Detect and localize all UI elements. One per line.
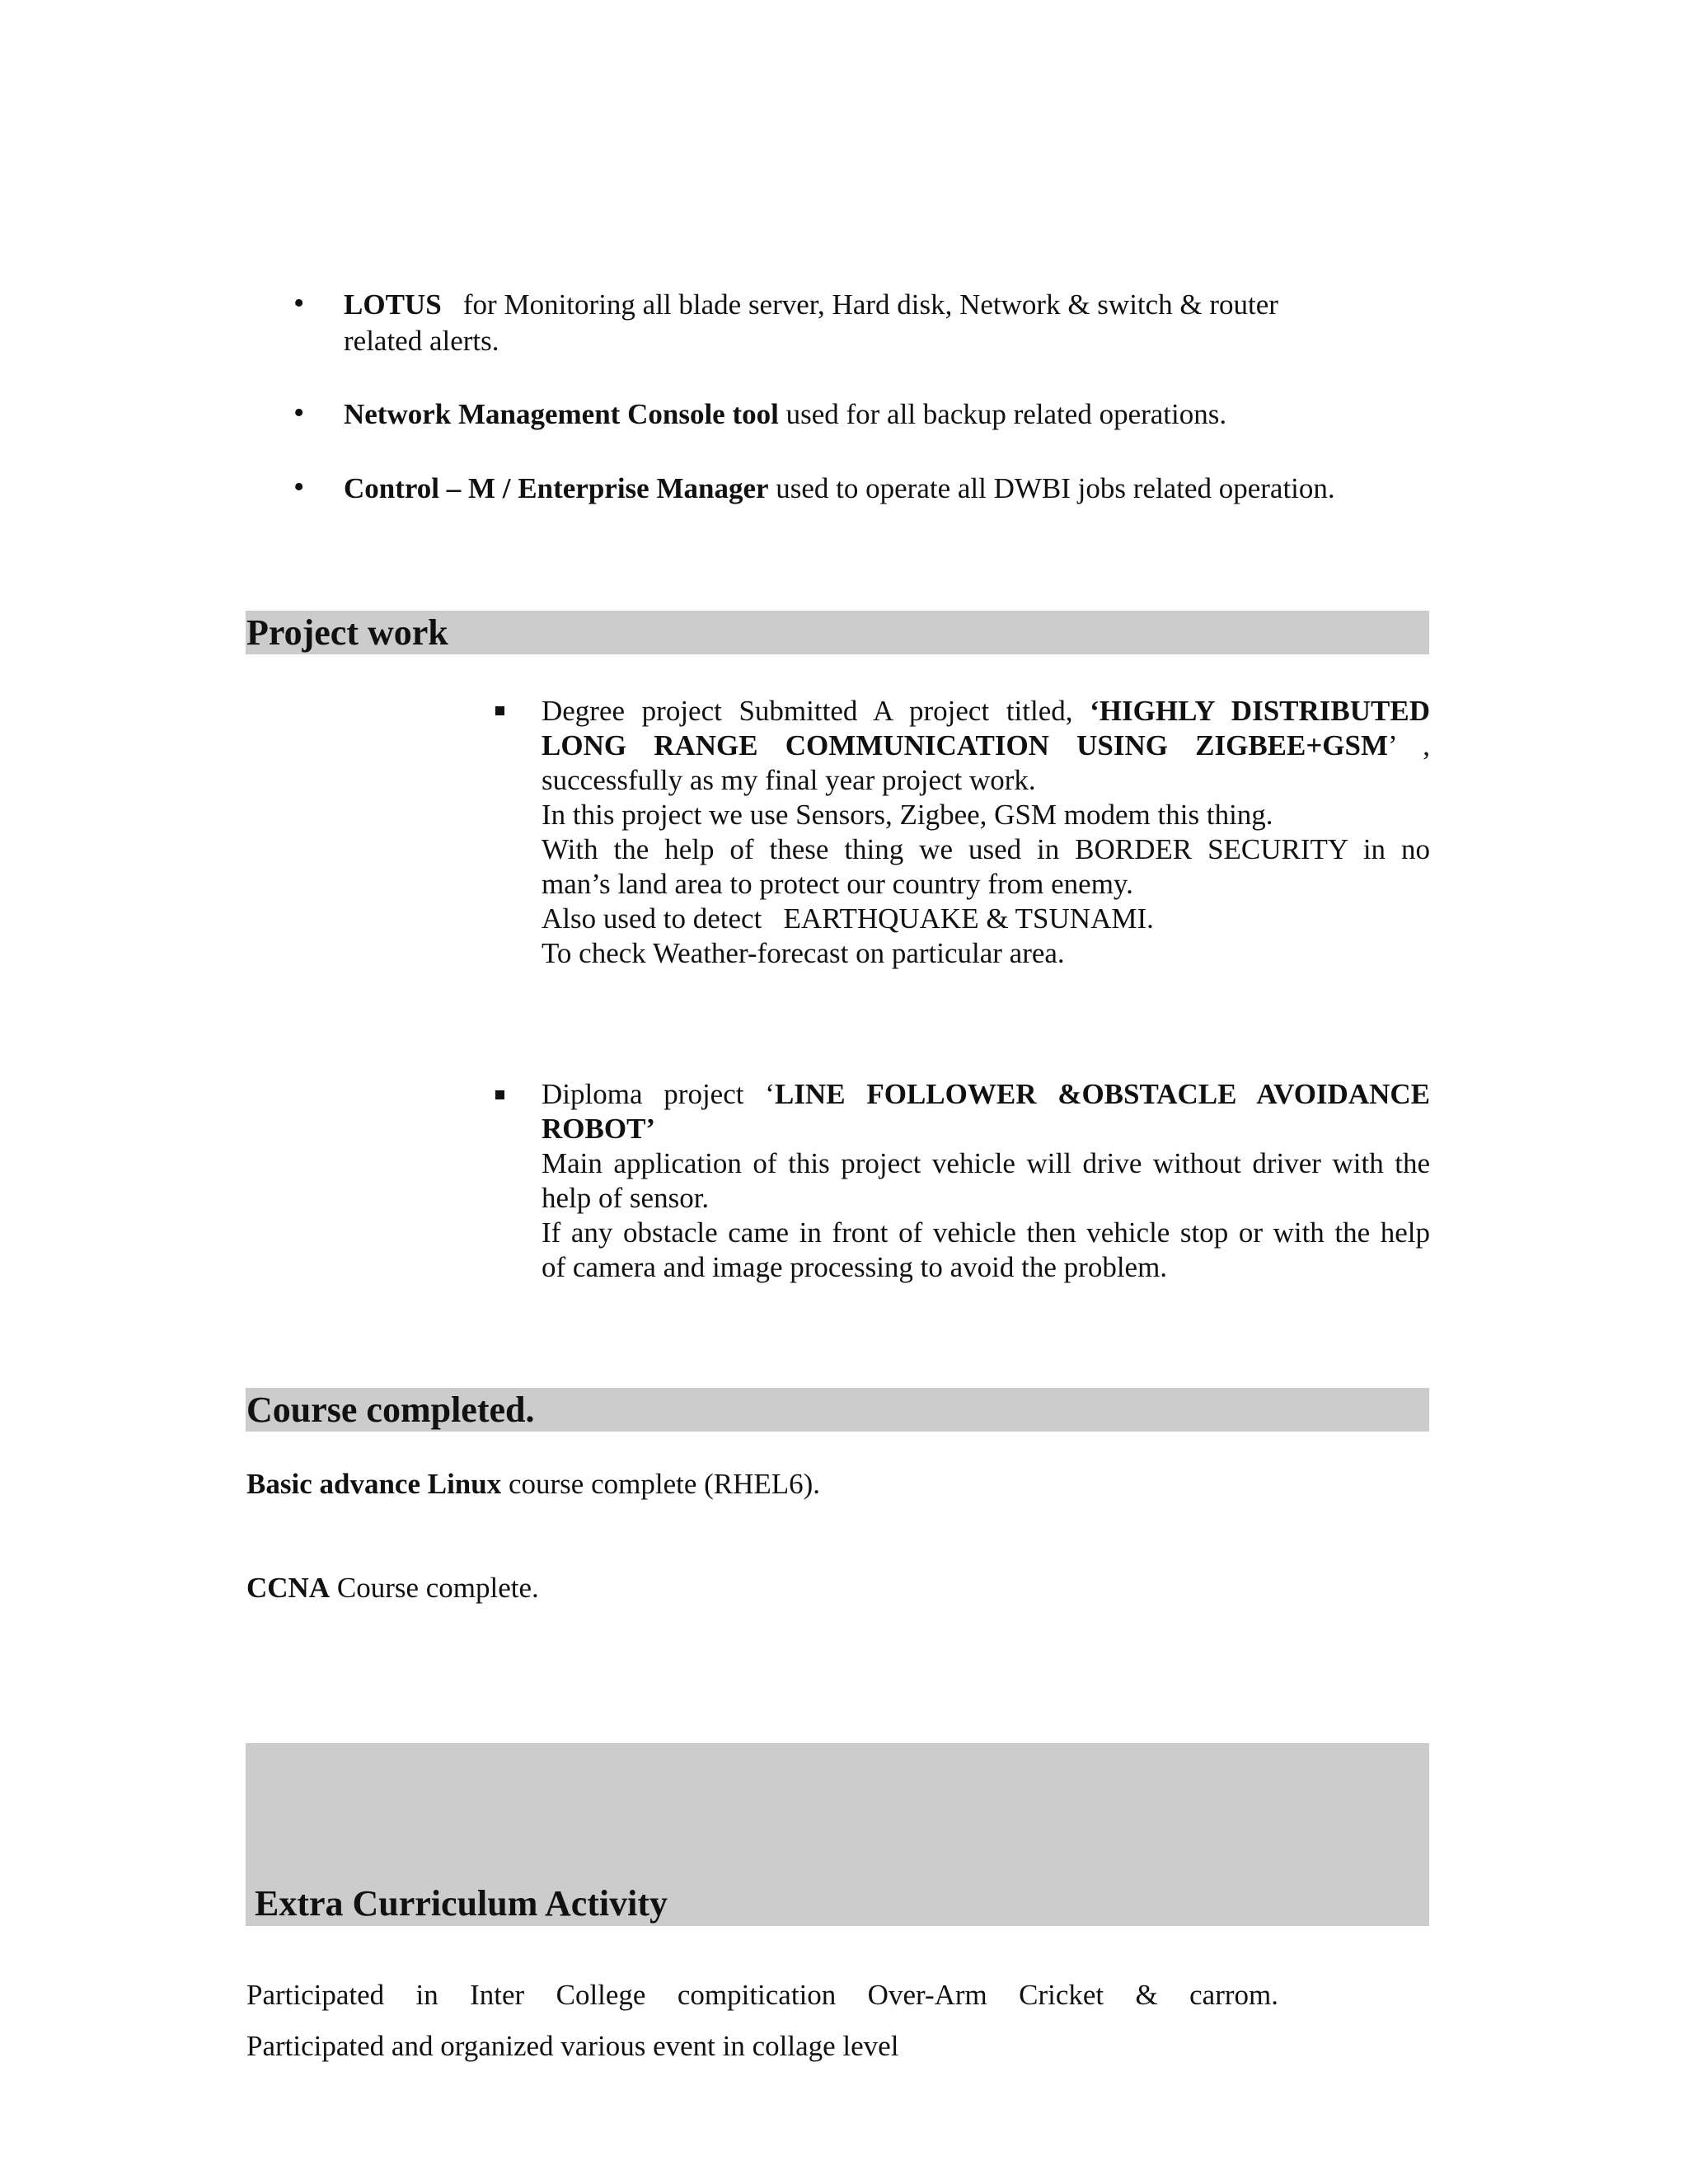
degree-line-4: In this project we use Sensors, Zigbee, GSM modem this thing.: [542, 799, 1273, 831]
tool-item-network-console: [344, 397, 1226, 432]
diploma-project: [542, 1077, 1430, 1285]
diploma-line-3: Main application of this project vehicle will drive without driver with the: [542, 1147, 1430, 1179]
tool-name: Control – M / Enterprise Manager: [344, 472, 769, 504]
bullet-dot: •: [293, 396, 305, 430]
section-heading-extra: Extra Curriculum Activity: [255, 1883, 668, 1924]
degree-line-3: successfully as my final year project work.: [542, 764, 1036, 796]
degree-line-6: man’s land area to protect our country from enemy.: [542, 868, 1133, 900]
diploma-line-2: ROBOT’: [542, 1113, 656, 1145]
course-detail: course complete (RHEL6).: [501, 1468, 821, 1500]
degree-line-7: Also used to detect EARTHQUAKE & TSUNAMI.: [542, 902, 1154, 935]
bullet-dot: •: [293, 286, 305, 321]
diploma-line-4: help of sensor.: [542, 1182, 710, 1214]
tool-name: Network Management Console tool: [344, 398, 779, 430]
tool-item-control-m: [344, 471, 1335, 506]
diploma-line-1: Diploma project ‘LINE FOLLOWER &OBSTACLE AVOIDANCE: [542, 1078, 1431, 1110]
course-name: Basic advance Linux: [246, 1468, 502, 1500]
degree-line-8: To check Weather-forecast on particular area.: [542, 937, 1065, 969]
course-item-linux: [246, 1467, 820, 1502]
degree-line-5: With the help of these thing we used in BORDER SECURITY in no: [542, 833, 1430, 865]
extra-line-1: Participated in Inter College compitication Over-Arm Cricket & carrom.: [246, 1979, 1278, 2011]
degree-project: [542, 694, 1430, 971]
section-heading-project-work: Project work: [246, 612, 448, 653]
bullet-dot: •: [293, 470, 305, 504]
degree-line-2: LONG RANGE COMMUNICATION USING ZIGBEE+GSM’ ,: [542, 729, 1430, 762]
degree-line-1: Degree project Submitted A project titled, ‘HIGHLY DISTRIBUTED: [542, 695, 1430, 727]
tool-description: used for all backup related operations.: [778, 398, 1227, 430]
tool-description: for Monitoring all blade server, Hard disk, Network & switch & router: [462, 288, 1278, 321]
square-bullet: [495, 706, 504, 715]
diploma-line-6: of camera and image processing to avoid the problem.: [542, 1251, 1168, 1283]
section-heading-courses: Course completed.: [246, 1390, 535, 1430]
course-item-ccna: [246, 1571, 539, 1605]
tool-item-lotus: [344, 288, 1278, 322]
course-name: CCNA: [246, 1572, 331, 1604]
tool-name: LOTUS: [344, 288, 442, 321]
tool-description: used to operate all DWBI jobs related operation.: [768, 472, 1335, 504]
square-bullet: [495, 1090, 504, 1099]
course-detail: Course complete.: [330, 1572, 539, 1604]
extra-line-2: Participated and organized various event in collage level: [246, 2030, 899, 2062]
diploma-line-5: If any obstacle came in front of vehicle then vehicle stop or with the help: [542, 1216, 1430, 1249]
tool-description-continued: related alerts.: [344, 325, 499, 357]
